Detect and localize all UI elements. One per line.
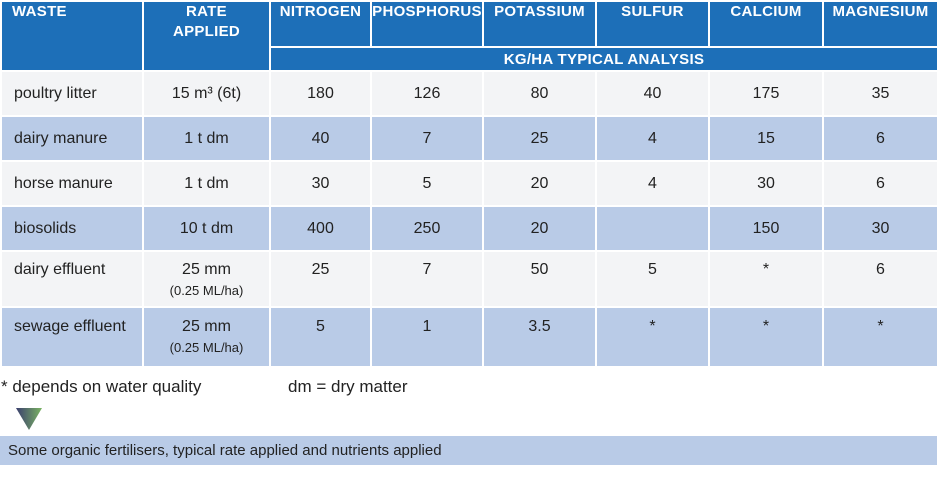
header-calcium: CALCIUM	[709, 1, 823, 47]
table-row	[1, 71, 938, 116]
cell-sulfur	[596, 206, 709, 251]
cell-sulfur: 40	[596, 71, 709, 116]
cell-sulfur: *	[596, 307, 709, 367]
cell-potassium: 3.5	[483, 307, 596, 367]
table-row	[1, 206, 938, 251]
header-sulfur: SULFUR	[596, 1, 709, 47]
asterisk-note: * depends on water quality	[1, 377, 202, 396]
rate-value: 15 m³ (6t)	[171, 84, 242, 102]
cell-magnesium: 30	[823, 206, 938, 251]
cell-sulfur: 5	[596, 251, 709, 307]
cell-phosphorus: 126	[371, 71, 483, 116]
header-magnesium: MAGNESIUM	[823, 1, 938, 47]
cell-calcium: 15	[709, 116, 823, 161]
rate-value: 1 t dm	[184, 174, 229, 192]
cell-magnesium: *	[823, 307, 938, 367]
rate-detail: (0.25 ML/ha)	[169, 340, 244, 355]
cell-rate	[143, 116, 270, 161]
cell-waste: sewage effluent	[1, 307, 143, 367]
cell-sulfur: 4	[596, 161, 709, 206]
header-waste: WASTE	[1, 1, 143, 71]
table-row	[1, 307, 938, 367]
cell-magnesium: 6	[823, 161, 938, 206]
rate-value: 1 t dm	[184, 129, 229, 147]
header-potassium: POTASSIUM	[483, 1, 596, 47]
cell-nitrogen: 25	[270, 251, 371, 307]
cell-magnesium: 35	[823, 71, 938, 116]
cell-rate	[143, 307, 270, 367]
rate-detail: (0.25 ML/ha)	[169, 283, 244, 298]
cell-rate	[143, 161, 270, 206]
cell-phosphorus: 5	[371, 161, 483, 206]
cell-nitrogen: 40	[270, 116, 371, 161]
cell-potassium: 20	[483, 161, 596, 206]
cell-calcium: 150	[709, 206, 823, 251]
header-nitrogen: NITROGEN	[270, 1, 371, 47]
cell-phosphorus: 7	[371, 116, 483, 161]
rate-value: 25 mm	[182, 318, 231, 335]
cell-nitrogen: 5	[270, 307, 371, 367]
cell-calcium: 30	[709, 161, 823, 206]
cell-waste: dairy effluent	[1, 251, 143, 307]
table-row	[1, 161, 938, 206]
rate-value: 10 t dm	[179, 219, 234, 237]
cell-rate	[143, 71, 270, 116]
cell-rate	[143, 251, 270, 307]
dry-matter-note: dm = dry matter	[288, 377, 408, 396]
cell-nitrogen: 180	[270, 71, 371, 116]
cell-waste: dairy manure	[1, 116, 143, 161]
cell-magnesium: 6	[823, 251, 938, 307]
table-row	[1, 251, 938, 307]
cell-potassium: 25	[483, 116, 596, 161]
header-phosphorus: PHOSPHORUS	[371, 1, 483, 47]
cell-potassium: 50	[483, 251, 596, 307]
cell-phosphorus: 7	[371, 251, 483, 307]
cell-nitrogen: 30	[270, 161, 371, 206]
rate-value: 25 mm	[182, 261, 231, 278]
cell-magnesium: 6	[823, 116, 938, 161]
header-rate: RATE APPLIED	[143, 1, 270, 71]
cell-nitrogen: 400	[270, 206, 371, 251]
footnotes	[0, 377, 937, 399]
cell-calcium: *	[709, 307, 823, 367]
figure-caption: Some organic fertilisers, typical rate applied and nutrients applied	[0, 436, 937, 465]
down-triangle-icon	[16, 408, 42, 430]
cell-waste: horse manure	[1, 161, 143, 206]
cell-waste: biosolids	[1, 206, 143, 251]
cell-rate	[143, 206, 270, 251]
header-units: KG/HA TYPICAL ANALYSIS	[270, 47, 938, 71]
table-row	[1, 116, 938, 161]
cell-potassium: 80	[483, 71, 596, 116]
cell-calcium: *	[709, 251, 823, 307]
cell-waste: poultry litter	[1, 71, 143, 116]
cell-sulfur: 4	[596, 116, 709, 161]
cell-calcium: 175	[709, 71, 823, 116]
cell-phosphorus: 250	[371, 206, 483, 251]
cell-phosphorus: 1	[371, 307, 483, 367]
cell-potassium: 20	[483, 206, 596, 251]
